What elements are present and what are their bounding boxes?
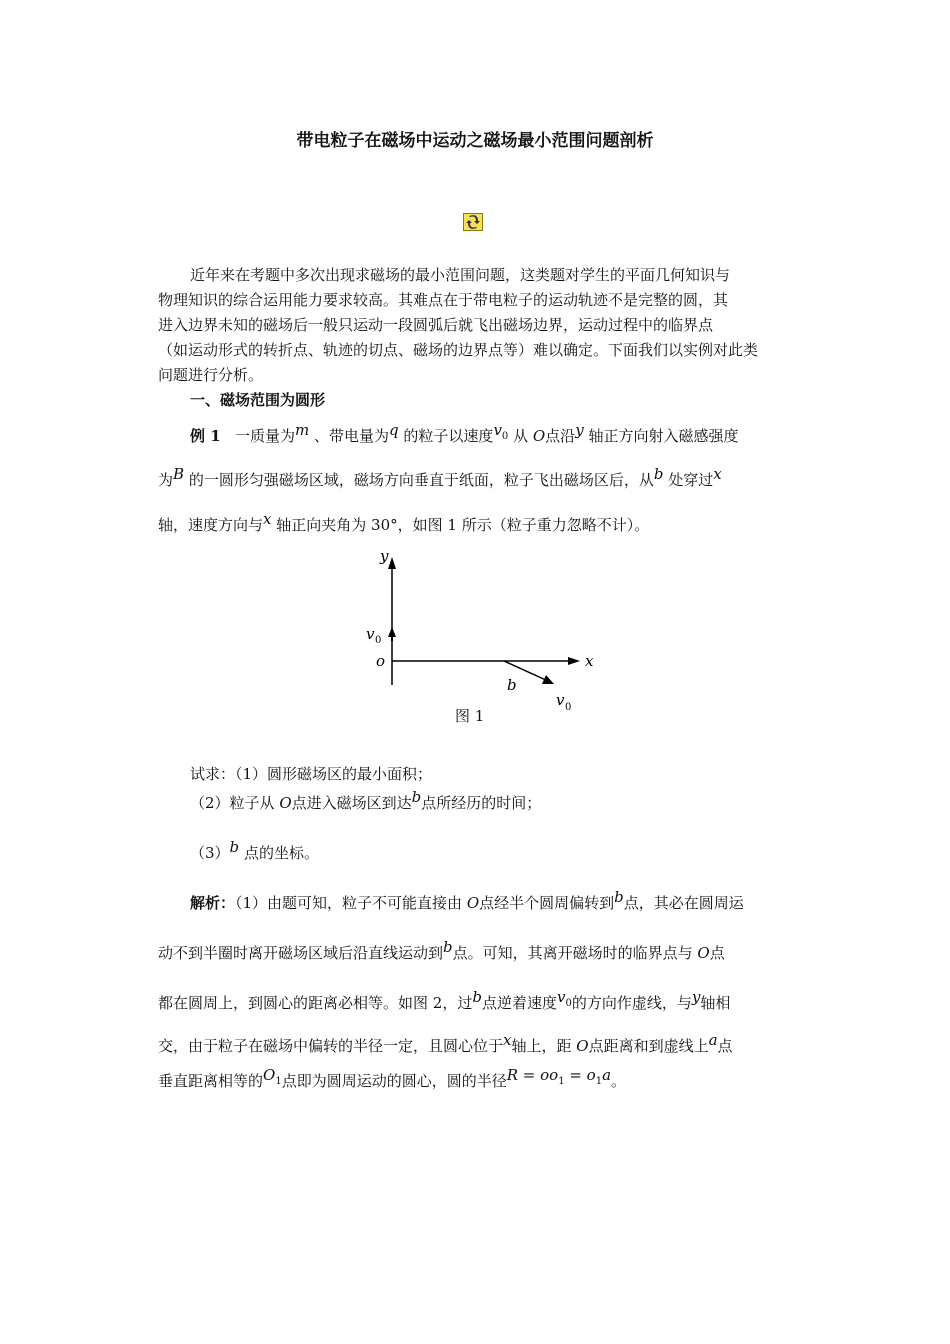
text: 点沿 bbox=[545, 427, 576, 445]
intro-line: 进入边界未知的磁场后一般只运动一段圆弧后就飞出磁场边界，运动过程中的临界点 bbox=[158, 316, 714, 334]
symbol-b: b bbox=[411, 788, 422, 806]
v0-arrowhead bbox=[388, 627, 396, 637]
symbol-y: y bbox=[691, 988, 701, 1006]
question-2 bbox=[190, 788, 542, 813]
section-heading: 一、磁场范围为圆形 bbox=[190, 391, 326, 409]
text: 点，其必在圆周运 bbox=[623, 894, 744, 912]
symbol-O: O bbox=[576, 1037, 589, 1055]
symbol-O: O bbox=[279, 794, 292, 812]
figure-caption: 图 1 bbox=[455, 707, 485, 725]
question-1: 试求：（1）圆形磁场区的最小面积； bbox=[190, 765, 433, 783]
exit-v0-subscript: 0 bbox=[565, 702, 572, 713]
y-axis-label: y bbox=[380, 547, 389, 565]
text: 轴，速度方向与 bbox=[158, 516, 264, 534]
text: 都在圆周上，到圆心的距离必相等。如图 2，过 bbox=[158, 994, 473, 1012]
text: 为 bbox=[158, 471, 174, 489]
b-point-label: b bbox=[507, 676, 517, 694]
symbol-a: a bbox=[708, 1031, 718, 1049]
y-axis-arrow bbox=[388, 557, 396, 569]
text: 点距离和到虚线上 bbox=[588, 1037, 709, 1055]
example-line-3 bbox=[158, 510, 650, 535]
intro-line: 物理知识的综合运用能力要求较高。其难点在于带电粒子的运动轨迹不是完整的圆，其 bbox=[158, 291, 729, 309]
symbol-x: x bbox=[263, 510, 272, 528]
text: 。 bbox=[611, 1072, 627, 1090]
symbol-b: b bbox=[443, 938, 453, 956]
text: 轴正向夹角为 30°，如图 1 所示（粒子重力忽略不计）。 bbox=[276, 516, 650, 534]
text: 点 bbox=[709, 944, 725, 962]
intro-line: 近年来在考题中多次出现求磁场的最小范围问题，这类题对学生的平面几何知识与 bbox=[190, 266, 731, 284]
radius-formula: $R = oo_1 = o_1a$ bbox=[506, 1066, 612, 1087]
text: 垂直距离相等的 bbox=[158, 1072, 264, 1090]
origin-label: o bbox=[376, 652, 386, 670]
symbol-y: y bbox=[575, 421, 584, 439]
text: 轴正方向射入磁感强度 bbox=[588, 427, 739, 445]
text: （3） bbox=[190, 844, 230, 862]
analysis-line-2 bbox=[158, 938, 725, 963]
analysis-label: 解析： bbox=[190, 894, 236, 912]
text: 的方向作虚线，与 bbox=[571, 994, 692, 1012]
text: 交，由于粒子在磁场中偏转的半径一定，且圆心位于 bbox=[158, 1037, 504, 1055]
text: 点即为圆周运动的圆心，圆的半径 bbox=[281, 1072, 507, 1090]
text: 轴上，距 bbox=[511, 1037, 577, 1055]
text: 的一圆形匀强磁场区域，磁场方向垂直于纸面，粒子飞出磁场区后，从 bbox=[188, 471, 654, 489]
symbol-b: b bbox=[472, 988, 482, 1006]
v0-label: v bbox=[366, 625, 375, 643]
symbol-B: B bbox=[173, 465, 185, 483]
text: 动不到半圈时离开磁场区域后沿直线运动到 bbox=[158, 944, 444, 962]
text: 一质量为 bbox=[234, 427, 295, 445]
text: 点逆着速度 bbox=[481, 994, 557, 1012]
symbol-q: q bbox=[389, 421, 399, 439]
exit-v0-label: v bbox=[556, 691, 565, 709]
text: 点的坐标。 bbox=[243, 844, 319, 862]
text: 、带电量为 bbox=[314, 427, 390, 445]
example-label: 例 1 bbox=[190, 427, 221, 445]
x-axis-arrow bbox=[568, 657, 580, 665]
text: 从 bbox=[513, 427, 533, 445]
text: 轴相 bbox=[700, 994, 731, 1012]
symbol-b: b bbox=[614, 888, 624, 906]
symbol-x: x bbox=[503, 1031, 512, 1049]
symbol-b: b bbox=[653, 465, 664, 483]
v0-subscript: 0 bbox=[375, 635, 382, 646]
page-title: 带电粒子在磁场中运动之磁场最小范围问题剖析 bbox=[296, 131, 654, 151]
analysis-line-1 bbox=[190, 888, 744, 913]
text: 的粒子以速度 bbox=[403, 427, 494, 445]
symbol-m: m bbox=[295, 421, 310, 439]
example-line-1 bbox=[190, 421, 739, 448]
text: 点经半个圆周偏转到 bbox=[479, 894, 615, 912]
text: 点进入磁场区到达 bbox=[291, 794, 412, 812]
analysis-line-3 bbox=[158, 988, 731, 1015]
example-line-2 bbox=[158, 465, 722, 490]
symbol-v0: $v_0$ bbox=[556, 988, 572, 1009]
text: （2）粒子从 bbox=[190, 794, 280, 812]
refresh-icon bbox=[464, 214, 482, 230]
symbol-v0: $v_0$ bbox=[493, 421, 509, 442]
figure-1-diagram bbox=[360, 545, 600, 715]
symbol-O: O bbox=[466, 894, 480, 912]
text: 点所经历的时间； bbox=[421, 794, 542, 812]
analysis-line-5 bbox=[158, 1066, 627, 1093]
symbol-x: x bbox=[713, 465, 722, 483]
intro-line: 问题进行分析。 bbox=[158, 366, 264, 384]
x-axis-label: x bbox=[585, 652, 594, 670]
symbol-O1: $O_1$ bbox=[263, 1066, 282, 1087]
embedded-object-icon[interactable] bbox=[463, 213, 483, 231]
text: 处穿过 bbox=[668, 471, 714, 489]
analysis-line-4 bbox=[158, 1031, 733, 1056]
symbol-O: O bbox=[532, 427, 546, 445]
text: （1）由题可知，粒子不可能直接由 bbox=[235, 894, 467, 912]
text: 点 bbox=[717, 1037, 733, 1055]
symbol-O: O bbox=[697, 944, 710, 962]
intro-line: （如运动形式的转折点、轨迹的切点、磁场的边界点等）难以确定。下面我们以实例对此类 bbox=[158, 341, 759, 359]
question-3 bbox=[190, 838, 319, 863]
text: 点。可知，其离开磁场时的临界点与 bbox=[452, 944, 698, 962]
symbol-b: b bbox=[229, 838, 240, 856]
